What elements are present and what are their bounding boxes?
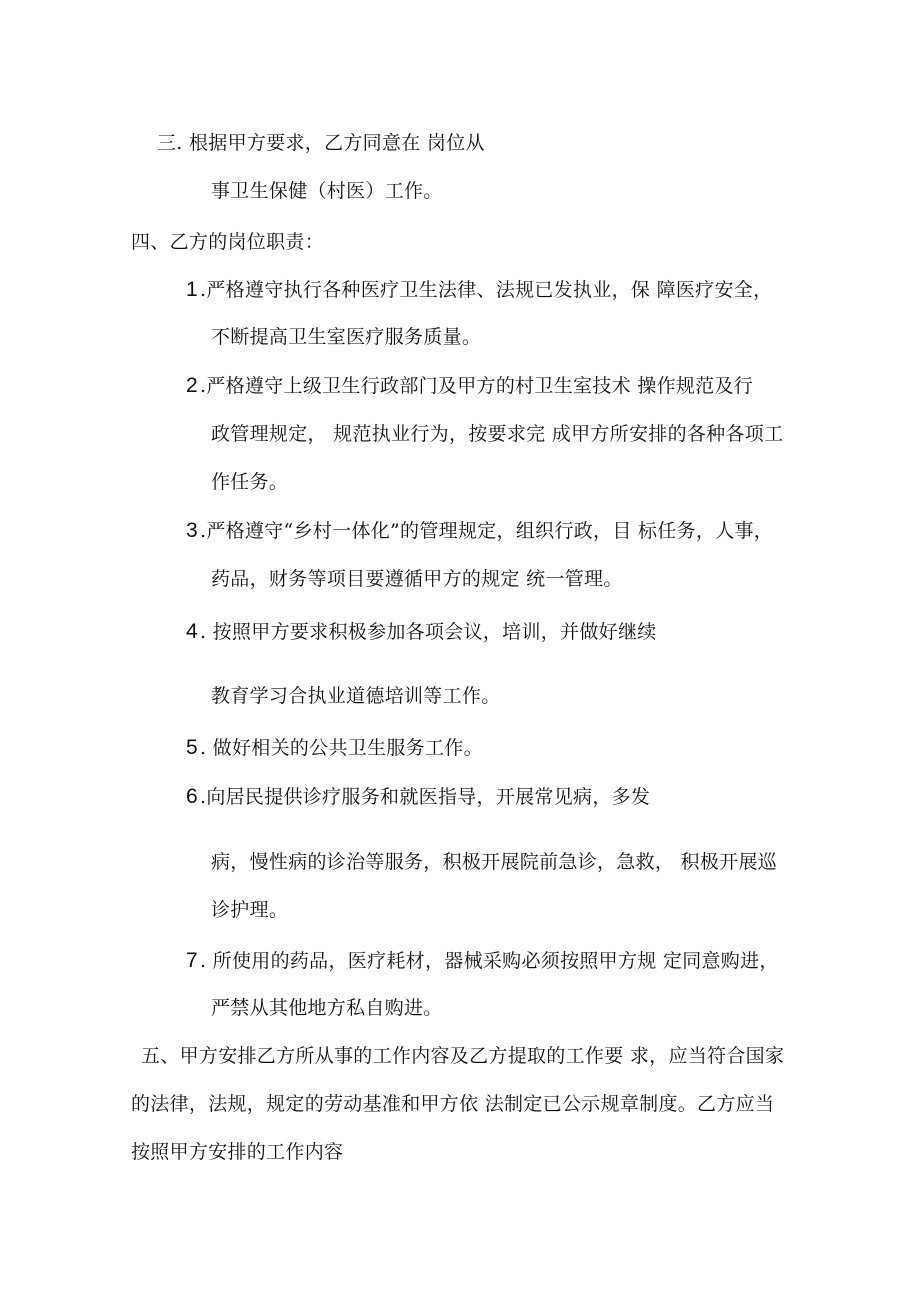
duty-item-2-line-2: 政管理规定， 规范执业行为，按要求完 成甲方所安排的各种各项工: [211, 423, 784, 445]
duty-item-1-line-1: [186, 278, 772, 302]
duty-item-number: 6: [186, 785, 198, 808]
duty-item-6-line-1: [186, 785, 650, 809]
duty-item-6-line-3: 诊护理。: [211, 899, 289, 921]
duty-item-text: . 按照甲方要求积极参加各项会议，培训，并做好继续: [199, 621, 657, 643]
duty-item-number: 5: [186, 736, 198, 759]
duty-item-4-line-1: [186, 620, 657, 644]
duty-item-text: .严格遵守执行各种医疗卫生法律、法规已发执业，保 障医疗安全，: [199, 279, 773, 301]
duty-item-text: .严格遵守“乡村一体化”的管理规定，组织行政，目 标任务，人事，: [199, 520, 774, 542]
duty-item-number: 3: [186, 519, 198, 542]
duty-item-text: .向居民提供诊疗服务和就医指导，开展常见病，多发: [199, 786, 651, 808]
duty-item-6-line-2: 病，慢性病的诊治等服务，积极开展院前急诊，急救， 积极开展巡: [211, 851, 778, 873]
section-5-line-2: 的法律，法规，规定的劳动基准和甲方依 法制定已公示规章制度。乙方应当: [131, 1093, 775, 1115]
duty-item-text: .严格遵守上级卫生行政部门及甲方的村卫生室技术 操作规范及行: [199, 375, 754, 397]
duty-item-number: 7: [186, 949, 198, 972]
section-3-line-1: 三. 根据甲方要求，乙方同意在 岗位从: [157, 132, 485, 154]
duty-item-3-line-2: 药品，财务等项目要遵循甲方的规定 统一管理。: [211, 568, 623, 590]
duty-item-number: 1: [186, 278, 198, 301]
duty-item-7-line-2: 严禁从其他地方私自购进。: [211, 997, 443, 1019]
duty-item-7-line-1: [186, 949, 779, 973]
duty-item-5-line-1: [186, 736, 483, 760]
duty-item-2-line-3: 作任务。: [211, 471, 289, 493]
duty-item-text: . 做好相关的公共卫生服务工作。: [199, 737, 483, 759]
duty-item-text: . 所使用的药品，医疗耗材，器械采购必须按照甲方规 定同意购进，: [199, 950, 779, 972]
duty-item-3-line-1: [186, 519, 773, 543]
duty-item-2-line-1: [186, 374, 753, 398]
duty-item-4-line-2: 教育学习合执业道德培训等工作。: [211, 685, 501, 707]
duty-item-number: 2: [186, 374, 198, 397]
duty-item-1-line-2: 不断提高卫生室医疗服务质量。: [211, 326, 482, 348]
section-4-heading: 四、乙方的岗位职责：: [131, 231, 325, 253]
section-5-line-3: 按照甲方安排的工作内容: [131, 1141, 344, 1163]
section-3-line-2: 事卫生保健（村医）工作。: [211, 180, 443, 202]
section-5-line-1: 五、甲方安排乙方所从事的工作内容及乙方提取的工作要 求，应当符合国家: [141, 1045, 785, 1067]
duty-item-number: 4: [186, 620, 198, 643]
